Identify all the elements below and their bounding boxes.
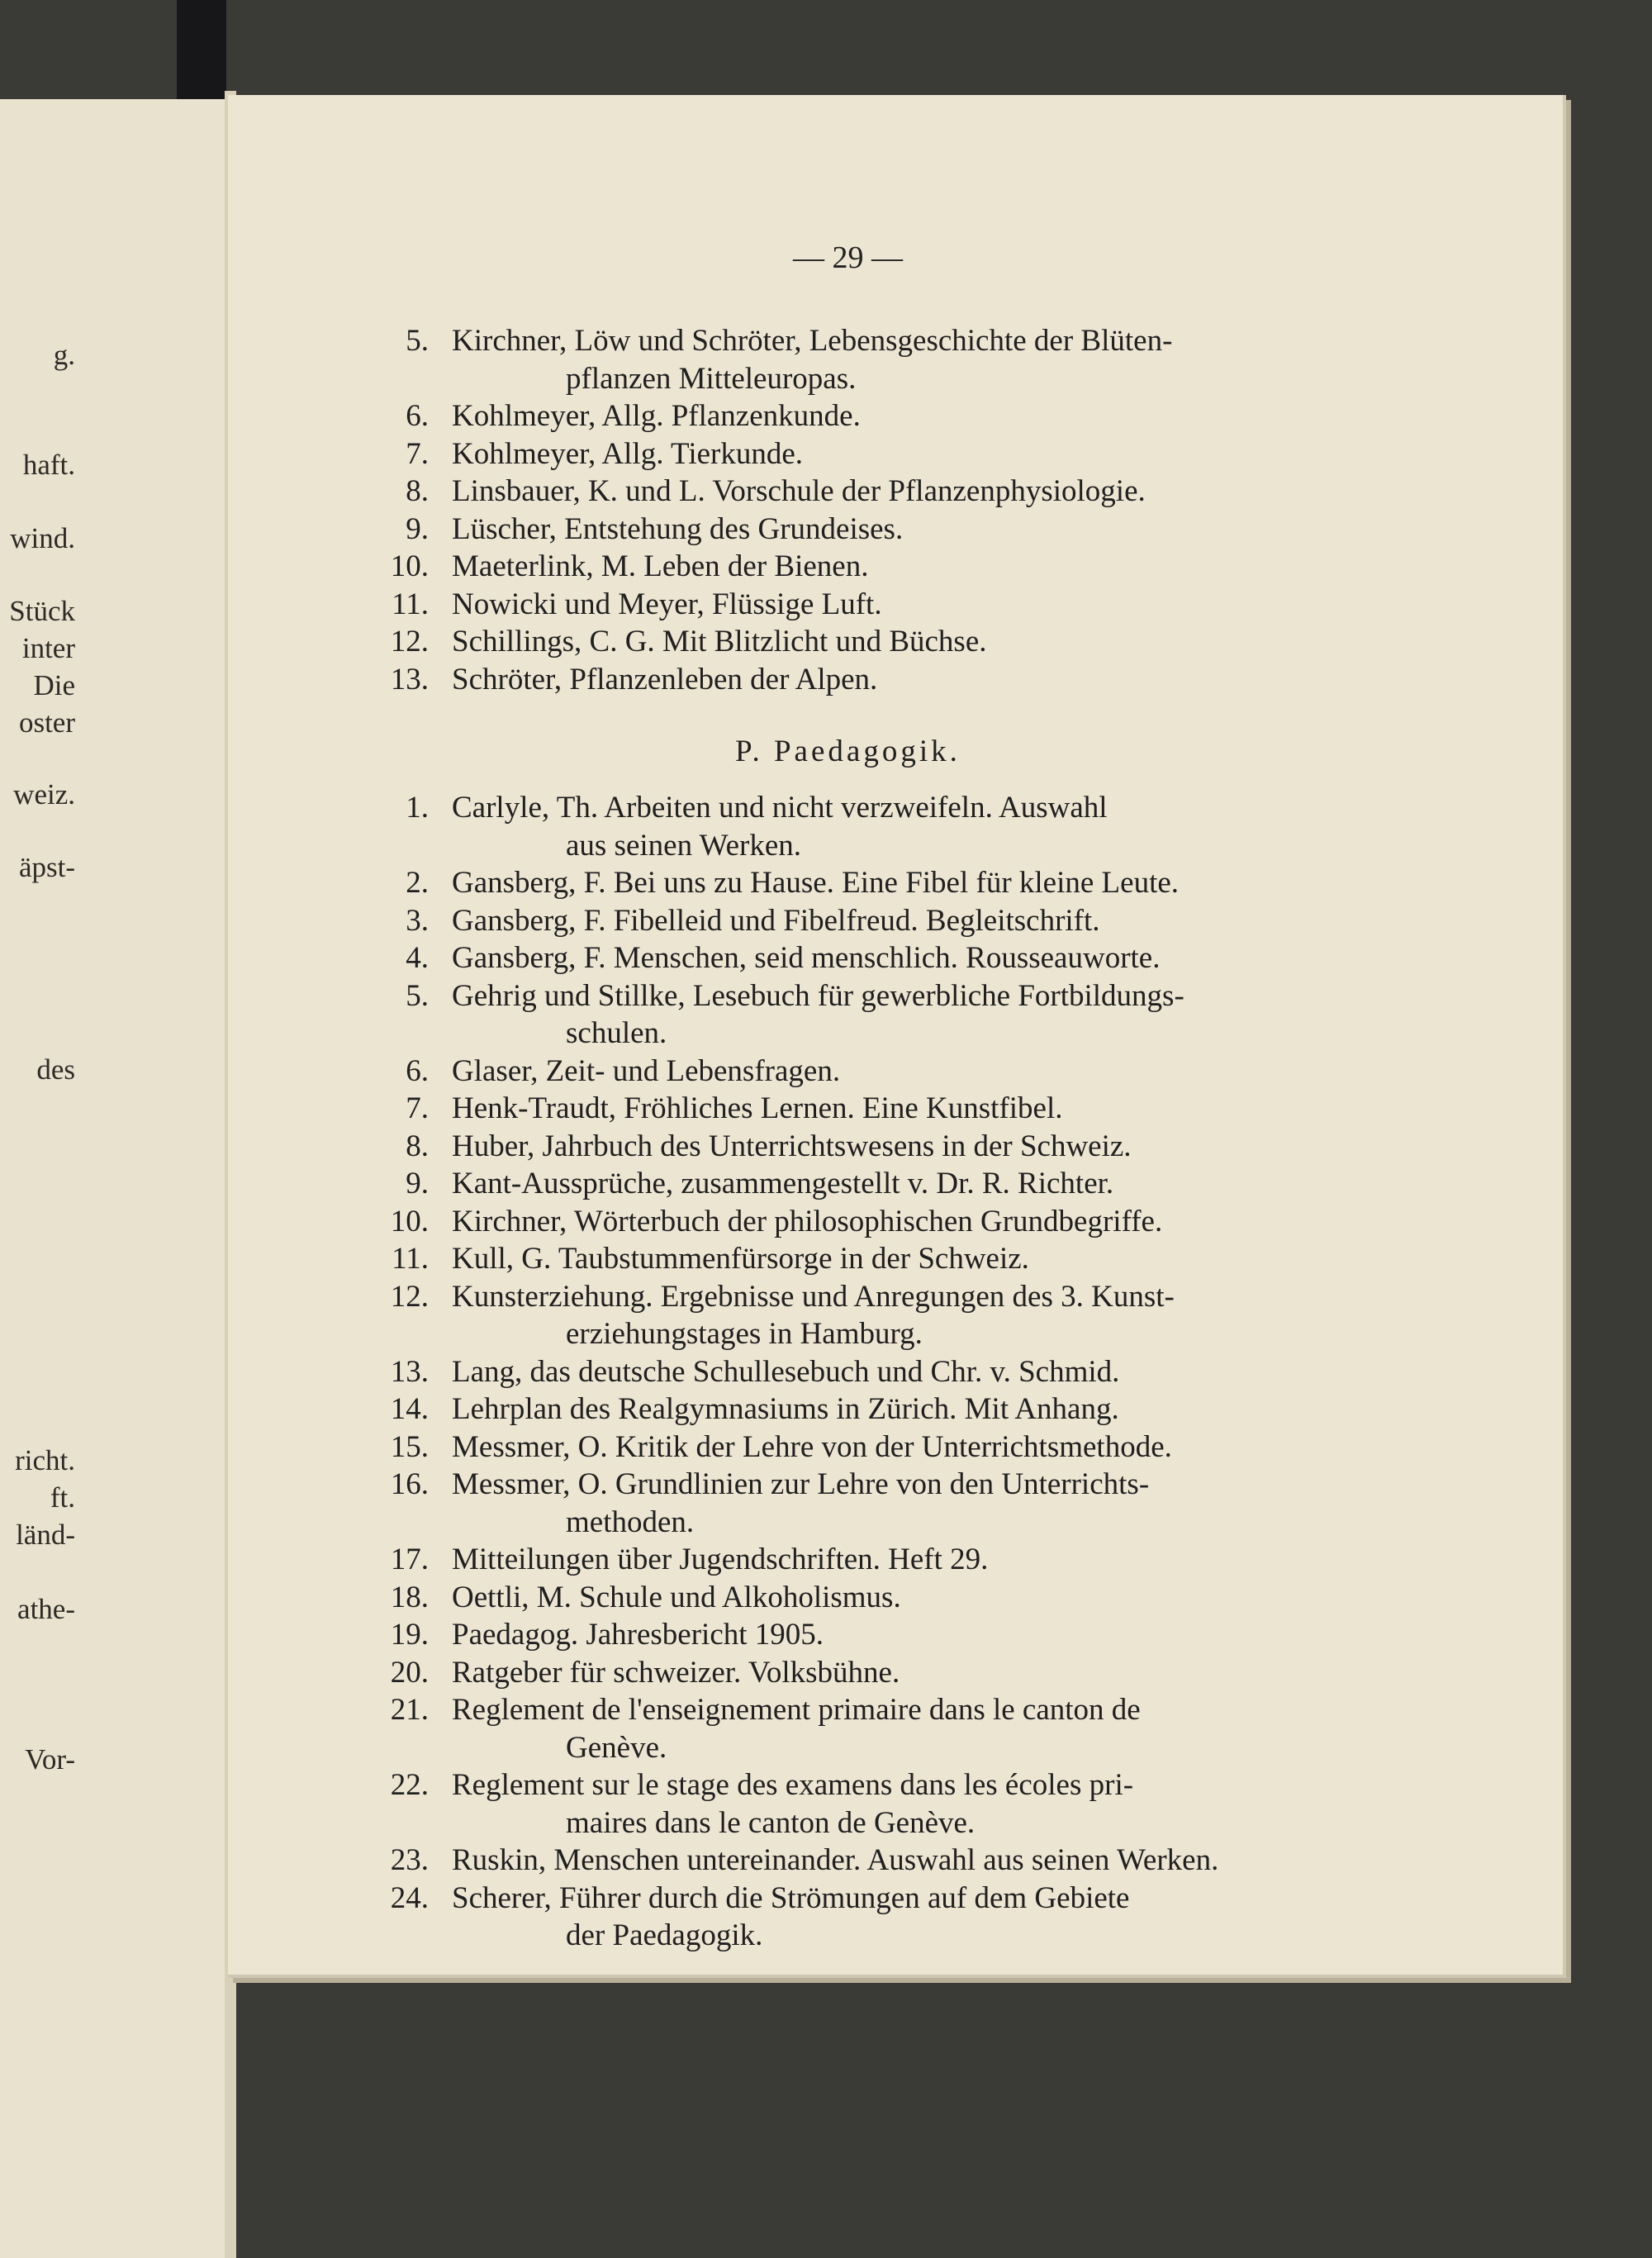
item-number: 12. [390,1279,429,1314]
item-number: 19. [390,1618,429,1652]
item-number: 3. [406,903,429,938]
item-title: Reglement sur le stage des examens dans les écoles pri- [452,1768,1134,1802]
item-number: 23. [390,1843,429,1877]
list-item [376,1466,1392,1504]
list-item [376,1165,1392,1203]
left-fragment: ft. [50,1481,75,1514]
list-item [376,473,1392,511]
list-item [376,1128,1392,1166]
item-title: Nowicki und Meyer, Flüssige Luft. [452,587,882,621]
item-title: Messmer, O. Grundlinien zur Lehre von den Unterrichts- [452,1467,1150,1501]
item-title: Glaser, Zeit- und Lebensfragen. [452,1053,841,1088]
list-item [376,661,1392,699]
item-title: Carlyle, Th. Arbeiten und nicht verzweifeln. Auswahl [452,791,1108,825]
page-number: — 29 — [793,240,903,275]
list-item [376,435,1392,473]
item-continuation: maires dans le canton de Genève. [566,1805,976,1840]
left-fragment: Die [33,669,75,701]
item-title: Oettli, M. Schule und Alkoholismus. [452,1580,901,1614]
item-number: 13. [390,662,429,696]
left-fragment: wind. [10,522,75,554]
list-item [376,1278,1392,1316]
item-title: Lüscher, Entstehung des Grundeises. [452,511,904,546]
left-page [0,99,228,2258]
item-title: Paedagog. Jahresbericht 1905. [452,1618,824,1652]
list-item [376,548,1392,586]
item-continuation: der Paedagogik. [566,1918,763,1952]
item-number: 8. [406,1129,429,1163]
left-fragment: inter [21,632,75,664]
item-number: 11. [392,1242,429,1276]
item-number: 5. [406,978,429,1013]
list-item [376,623,1392,661]
item-title: Gehrig und Stillke, Lesebuch für gewerbliche Fortbildungs- [452,978,1184,1013]
list-item [376,1390,1392,1428]
item-title: Kohlmeyer, Allg. Pflanzenkunde. [452,399,861,433]
item-continuation: Genève. [566,1730,667,1765]
item-number: 4. [406,941,429,975]
list-item [376,1353,1392,1391]
list-item [376,1842,1392,1880]
left-fragment: Stück [9,595,75,627]
left-fragment: g. [53,339,75,371]
list-item [376,789,1392,827]
item-title: Kull, G. Taubstummenfürsorge in der Schweiz. [452,1242,1029,1276]
item-number: 6. [406,1053,429,1088]
item-title: Henk-Traudt, Fröhliches Lernen. Eine Kunstfibel. [452,1091,1063,1125]
item-title: Gansberg, F. Fibelleid und Fibelfreud. Begleitschrift. [452,903,1100,938]
left-fragment: länd- [16,1519,75,1551]
item-number: 24. [390,1880,429,1915]
item-number: 22. [390,1768,429,1802]
item-title: Scherer, Führer durch die Strömungen auf dem Gebiete [452,1880,1130,1915]
left-fragment: weiz. [13,778,75,811]
item-title: Messmer, O. Kritik der Lehre von der Unterrichtsmethode. [452,1429,1172,1464]
item-number: 11. [392,587,429,621]
item-continuation: erziehungstages in Hamburg. [566,1317,923,1351]
list-item [376,902,1392,940]
item-title: Gansberg, F. Menschen, seid menschlich. Rousseauworte. [452,941,1161,975]
list-item [376,1880,1392,1918]
item-title: Linsbauer, K. und L. Vorschule der Pflanzenphysiologie. [452,474,1146,508]
item-number: 7. [406,436,429,471]
list-item [376,1053,1392,1091]
item-number: 2. [406,866,429,900]
item-number: 14. [390,1392,429,1426]
item-continuation: schulen. [566,1016,667,1050]
left-fragment: oster [18,706,75,739]
item-title: Kirchner, Wörterbuch der philosophischen Grundbegriffe. [452,1204,1163,1238]
book-list-paedagogik [376,789,1392,1955]
item-number: 16. [390,1467,429,1501]
item-title: Kohlmeyer, Allg. Tierkunde. [452,436,804,471]
left-fragment: äpst- [18,851,75,883]
list-item [376,322,1392,360]
item-number: 13. [390,1354,429,1389]
item-continuation: aus seinen Werken. [566,828,802,863]
item-number: 21. [390,1693,429,1727]
item-title: Kirchner, Löw und Schröter, Lebensgeschichte der Blüten- [452,324,1173,358]
item-title: Maeterlink, M. Leben der Bienen. [452,549,869,583]
list-item [376,1616,1392,1654]
item-number: 1. [406,791,429,825]
item-title: Lehrplan des Realgymnasiums in Zürich. Mit Anhang. [452,1392,1119,1426]
list-item [376,1654,1392,1692]
item-number: 18. [390,1580,429,1614]
left-fragment: athe- [17,1593,75,1625]
item-number: 15. [390,1429,429,1464]
left-fragment: des [36,1053,75,1086]
item-number: 9. [406,1167,429,1200]
item-title: Reglement de l'enseignement primaire dans le canton de [452,1693,1141,1727]
item-continuation: pflanzen Mitteleuropas. [566,361,857,396]
item-number: 12. [390,625,429,658]
section-heading: P. Paedagogik. [735,734,961,768]
item-number: 17. [390,1543,429,1576]
list-item [376,1240,1392,1278]
list-item [376,1691,1392,1729]
list-item [376,511,1392,549]
item-title: Mitteilungen über Jugendschriften. Heft 29. [452,1543,989,1576]
item-title: Lang, das deutsche Schullesebuch und Chr. v. Schmid. [452,1354,1120,1389]
list-item [376,1579,1392,1617]
item-number: 5. [406,324,429,358]
item-title: Huber, Jahrbuch des Unterrichtswesens in der Schweiz. [452,1129,1132,1163]
list-item [376,397,1392,435]
item-number: 8. [406,474,429,508]
list-item [376,864,1392,902]
item-number: 20. [390,1655,429,1690]
item-title: Ruskin, Menschen untereinander. Auswahl aus seinen Werken. [452,1843,1219,1877]
list-item [376,586,1392,624]
list-item [376,1203,1392,1241]
item-title: Kant-Aussprüche, zusammengestellt v. Dr. R. Richter. [452,1167,1114,1200]
item-number: 10. [390,1204,429,1238]
item-title: Schillings, C. G. Mit Blitzlicht und Büchse. [452,625,987,658]
book-list-continued [376,322,1392,698]
item-title: Ratgeber für schweizer. Volksbühne. [452,1655,900,1690]
list-item [376,1090,1392,1128]
left-fragment: Vor- [25,1743,75,1776]
item-title: Gansberg, F. Bei uns zu Hause. Eine Fibel für kleine Leute. [452,866,1180,900]
item-number: 9. [406,511,429,546]
left-fragment: haft. [22,449,75,481]
list-item [376,1766,1392,1804]
item-continuation: methoden. [566,1505,695,1539]
item-number: 6. [406,399,429,433]
list-item [376,1428,1392,1467]
list-item [376,939,1392,977]
item-title: Schröter, Pflanzenleben der Alpen. [452,662,878,696]
item-title: Kunsterziehung. Ergebnisse und Anregungen des 3. Kunst- [452,1279,1175,1314]
item-number: 10. [390,549,429,583]
item-number: 7. [406,1091,429,1125]
list-item [376,977,1392,1015]
left-fragment: richt. [15,1444,75,1476]
list-item [376,1541,1392,1579]
